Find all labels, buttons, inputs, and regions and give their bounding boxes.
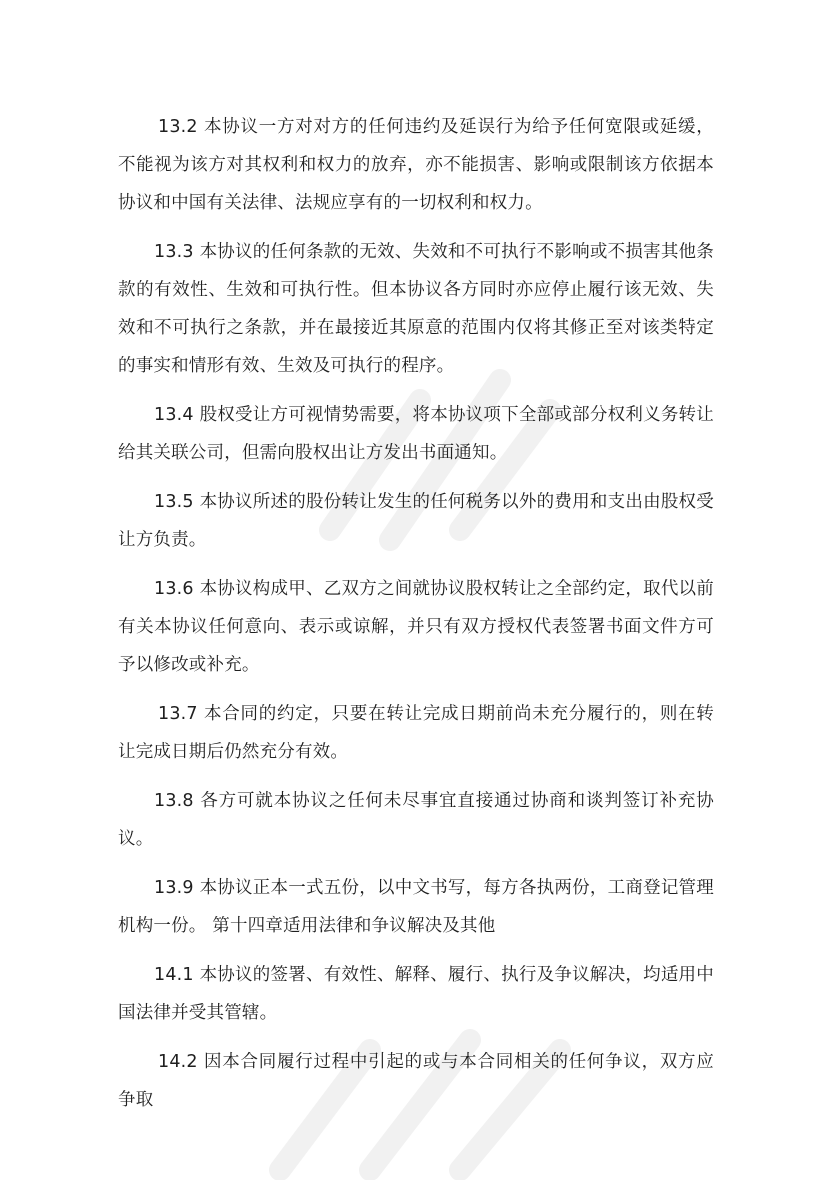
paragraph-13-8: 13.8 各方可就本协议之任何未尽事宜直接通过协商和谈判签订补充协议。 xyxy=(118,791,714,849)
paragraph-14-1: 14.1 本协议的签署、有效性、解释、履行、执行及争议解决，均适用中国法律并受其管辖。 xyxy=(118,965,714,1023)
paragraph-13-6: 13.6 本协议构成甲、乙双方之间就协议股权转让之全部约定，取代以前有关本协议任何意向、表示或谅解，并只有双方授权代表签署书面文件方可予以修改或补充。 xyxy=(118,579,714,675)
paragraph-13-7: 13.7 本合同的约定，只要在转让完成日期前尚未充分履行的，则在转让完成日期后仍然充分有效。 xyxy=(118,704,714,762)
paragraph-13-5: 13.5 本协议所述的股份转让发生的任何税务以外的费用和支出由股权受让方负责。 xyxy=(118,492,714,550)
paragraph-13-2: 13.2 本协议一方对对方的任何违约及延误行为给予任何宽限或延缓，不能视为该方对其权利和权力的放弃，亦不能损害、影响或限制该方依据本协议和中国有关法律、法规应享有的一切权利和权力。 xyxy=(118,117,714,213)
document-body xyxy=(118,108,714,1130)
paragraph-13-4: 13.4 股权受让方可视情势需要，将本协议项下全部或部分权利义务转让给其关联公司，但需向股权出让方发出书面通知。 xyxy=(118,405,714,463)
paragraph-13-3: 13.3 本协议的任何条款的无效、失效和不可执行不影响或不损害其他条款的有效性、生效和可执行性。但本协议各方同时亦应停止履行该无效、失效和不可执行之条款，并在最接近其原意的范围内仅将其修正至对该类特定的事实和情形有效、生效及可执行的程序。 xyxy=(118,242,714,376)
paragraph-13-9: 13.9 本协议正本一式五份，以中文书写，每方各执两份，工商登记管理机构一份。 第十四章适用法律和争议解决及其他 xyxy=(118,878,714,936)
paragraph-14-2: 14.2 因本合同履行过程中引起的或与本合同相关的任何争议，双方应争取 xyxy=(118,1052,714,1110)
